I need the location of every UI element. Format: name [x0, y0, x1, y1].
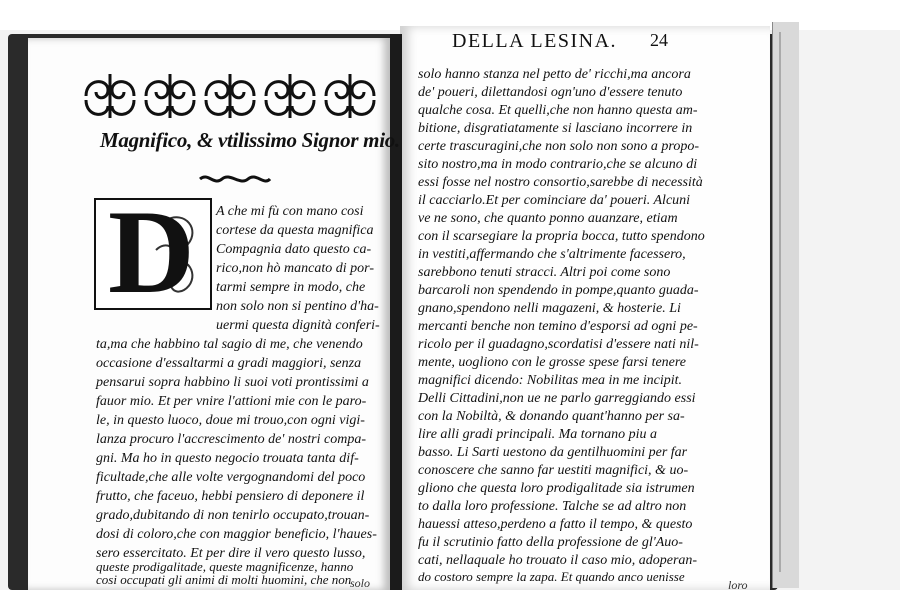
catchword: loro [728, 578, 748, 592]
text-line: cati, nellaquale ho trouato il caso mio, adoperan- [418, 553, 698, 568]
text-line: magnifici dicendo: Nobilitas mea in me incipit. [418, 373, 683, 388]
text-line: cortese da questa magnifica [216, 223, 374, 238]
text-line: il cacciarlo.Et per cominciare da' poueri. Alcuni [418, 193, 691, 208]
text-line: conoscere che sanno far uestiti magnifici, & uo- [418, 463, 689, 478]
text-line: in vestiti,affermando che s'altrimente facessero, [418, 247, 686, 262]
text-line: solo hanno stanza nel petto de' ricchi,ma ancora [418, 67, 691, 82]
text-line: sero essercitato. Et per dire il vero questo lusso, [96, 546, 366, 561]
text-line: dosi di coloro,che con maggior beneficio, l'haues- [96, 527, 377, 542]
text-line: mente, uogliono con le grosse spese farsi tenere [418, 355, 687, 370]
fleuron-ornament-band [82, 70, 380, 122]
text-line: cosi occupati gli animi di molti huomini, che non [96, 572, 352, 587]
page-edges [772, 22, 799, 588]
text-line: lire alli gradi principali. Ma tornano piu a [418, 427, 658, 442]
text-line: frutto, che faceuo, hebbi pensiero di deponere il [96, 489, 365, 504]
text-line: non solo non si pentino d'ha- [216, 299, 379, 314]
text-line: gni. Ma ho in questo negocio trouata tanta dif- [96, 451, 359, 466]
drop-cap [94, 185, 212, 318]
text-line: lanza procuro l'accrescimento de' nostri compa- [96, 432, 366, 447]
page-number: 24 [650, 30, 668, 50]
text-line: gliono che questa loro prodigalitade sia istrumen [418, 481, 695, 496]
text-line: certe trascuragini,che non solo non sono a propo- [418, 139, 700, 154]
text-line: A che mi fù con mano cosi [216, 204, 364, 219]
text-line: mercanti benche non temino d'esporsi ad ogni pe- [418, 319, 698, 334]
text-line: de' poueri, dilettandosi ogn'uno d'essere tenuto [418, 85, 683, 100]
text-line: do costoro sempre la zapa. Et quando anco uenisse [418, 569, 685, 584]
vine-ornament-icon [198, 172, 272, 186]
text-line: ficultade,che alle volte vergognandomi del poco [96, 470, 366, 485]
fleuron-icon [146, 74, 194, 118]
book-gutter [390, 34, 402, 590]
text-line: hauessi atteso,perdeno a fatto il tempo, & questo [418, 517, 693, 532]
text-line: con la Nobiltà, & donando quant'hanno per sa- [418, 409, 685, 424]
dedication-heading: Magnifico, & vtilissimo Signor mio. [100, 128, 400, 152]
text-line: tarmi sempre in modo, che [216, 280, 366, 295]
drop-cap-letter: D [108, 185, 195, 318]
text-line: fauor mio. Et per vnire l'attioni mie con le paro- [96, 394, 367, 409]
fleuron-icon [86, 74, 134, 118]
text-line: Delli Cittadini,non ue ne parlo garreggiando essi [418, 391, 696, 406]
text-line: to dalla loro professione. Talche se ad altro non [418, 499, 687, 514]
text-line: bitione, disgratiatamente si lasciano incorrere in [418, 121, 693, 136]
text-line: barcaroli non spendendo in pompe,quanto guada- [418, 283, 699, 298]
text-line: ricolo per il guadagno,scordatisi d'essere nati nil- [418, 337, 699, 352]
text-line: grado,dubitando di non tenirlo occupato,trouan- [96, 508, 370, 523]
text-line: ve ne sono, che quanto ponno auanzare, etiam [418, 211, 678, 226]
running-head: DELLA LESINA. [452, 30, 618, 52]
text-line: fu il scrutinio fatto della professione de gl'Auo- [418, 535, 683, 550]
text-line: uermi questa dignità conferi- [216, 318, 380, 333]
text-line: basso. Li Sarti uestono da gentilhuomini per far [418, 445, 688, 460]
text-line: le, in questo luoco, doue mi trouo,con ogni vigi- [96, 413, 365, 428]
text-line: sito nostro,ma in modo contrario,che se alcuno di [418, 157, 698, 172]
text-line: ta,ma che habbino tal sagio di me, che venendo [96, 337, 363, 352]
text-line: con il scarsegiare la propria bocca, tutto spendono [418, 229, 705, 244]
text-line: gnano,spendono nelli magazeni, & hosterie. Li [418, 301, 681, 316]
text-line: queste prodigalitade, queste magnificenze, hanno [96, 559, 354, 574]
text-line: sarebbono tenuti stracci. Altri poi come sono [418, 265, 671, 280]
fleuron-icon [206, 74, 254, 118]
text-line: rico,non hò mancato di por- [216, 261, 374, 276]
text-line: occasione d'essaltarmi a gradi maggiori, senza [96, 356, 362, 371]
fleuron-icon [326, 74, 374, 118]
text-line: qualche cosa. Et quelli,che non hanno questa am- [418, 103, 698, 118]
text-line: essi fosse nel nostro consortio,sarebbe di necessità [418, 175, 703, 190]
catchword: solo [350, 576, 371, 590]
fleuron-icon [266, 74, 314, 118]
text-line: Compagnia dato questo ca- [216, 242, 372, 257]
text-line: pensarui sopra habbino li suoi voti prontissimi a [96, 375, 369, 390]
